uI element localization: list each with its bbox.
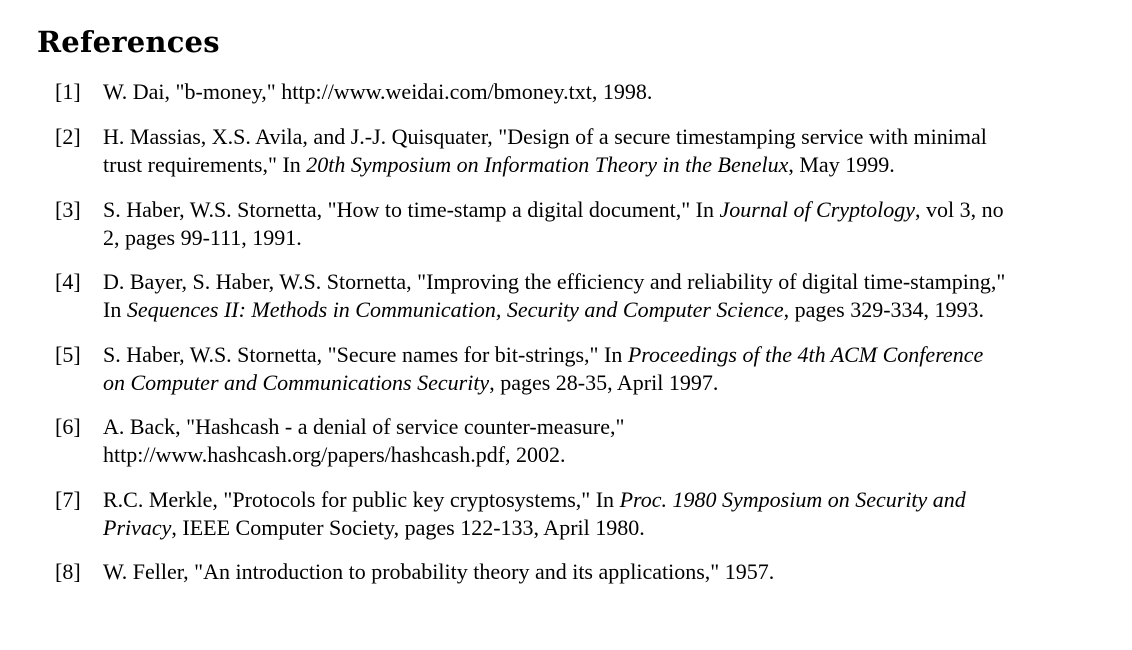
- reference-text-line: [103, 268, 1005, 296]
- reference-text: A. Back, "Hashcash - a denial of service counter-measure,": [103, 414, 625, 439]
- reference-text: http://www.hashcash.org/papers/hashcash.pdf, 2002.: [103, 442, 566, 467]
- reference-text: W. Feller, "An introduction to probability theory and its applications," 1957.: [103, 559, 775, 584]
- reference-text: In: [103, 297, 127, 322]
- reference-title-italic: 20th Symposium on Information Theory in the Benelux: [306, 152, 789, 177]
- reference-number: [6]: [55, 414, 81, 439]
- reference-number: [8]: [55, 559, 81, 584]
- reference-text: , pages 329-334, 1993.: [783, 297, 985, 322]
- reference-text-line: [103, 224, 302, 252]
- reference-text-line: [103, 558, 774, 586]
- reference-title-italic: Sequences II: Methods in Communication, Security and Computer Science: [126, 297, 784, 322]
- reference-text-line: [103, 486, 966, 514]
- reference-text: , May 1999.: [788, 152, 895, 177]
- reference-title-italic: Journal of Cryptology: [719, 197, 916, 222]
- reference-text: D. Bayer, S. Haber, W.S. Stornetta, "Improving the efficiency and reliability of digital time-stamping,": [103, 269, 1006, 294]
- reference-number: [2]: [55, 124, 81, 149]
- reference-text-line: [103, 341, 983, 369]
- reference-text: trust requirements," In: [103, 152, 307, 177]
- reference-text: 2, pages 99-111, 1991.: [103, 225, 302, 250]
- reference-text-line: [103, 441, 566, 469]
- section-heading: References: [37, 25, 220, 59]
- reference-text-line: [103, 78, 652, 106]
- reference-text-line: [103, 296, 984, 324]
- reference-text: S. Haber, W.S. Stornetta, "Secure names for bit-strings," In: [103, 342, 628, 367]
- reference-text: H. Massias, X.S. Avila, and J.-J. Quisquater, "Design of a secure timestamping service with minimal: [103, 124, 987, 149]
- reference-number: [5]: [55, 342, 81, 367]
- reference-text-line: [103, 151, 895, 179]
- reference-text: , pages 28-35, April 1997.: [489, 370, 719, 395]
- reference-text: , IEEE Computer Society, pages 122-133, April 1980.: [171, 515, 645, 540]
- reference-title-italic: on Computer and Communications Security: [103, 370, 490, 395]
- reference-text-line: [103, 413, 624, 441]
- reference-title-italic: Proceedings of the 4th ACM Conference: [627, 342, 984, 367]
- reference-text: R.C. Merkle, "Protocols for public key cryptosystems," In: [103, 487, 620, 512]
- reference-text: W. Dai, "b-money," http://www.weidai.com/bmoney.txt, 1998.: [103, 79, 653, 104]
- reference-title-italic: Privacy: [103, 515, 172, 540]
- reference-number: [4]: [55, 269, 81, 294]
- reference-text-line: [103, 514, 645, 542]
- reference-text-line: [103, 369, 718, 397]
- reference-text: S. Haber, W.S. Stornetta, "How to time-stamp a digital document," In: [103, 197, 720, 222]
- reference-text-line: [103, 123, 987, 151]
- reference-text-line: [103, 196, 1004, 224]
- reference-text: , vol 3, no: [915, 197, 1004, 222]
- reference-number: [3]: [55, 197, 81, 222]
- reference-number: [1]: [55, 79, 81, 104]
- reference-title-italic: Proc. 1980 Symposium on Security and: [619, 487, 966, 512]
- reference-number: [7]: [55, 487, 81, 512]
